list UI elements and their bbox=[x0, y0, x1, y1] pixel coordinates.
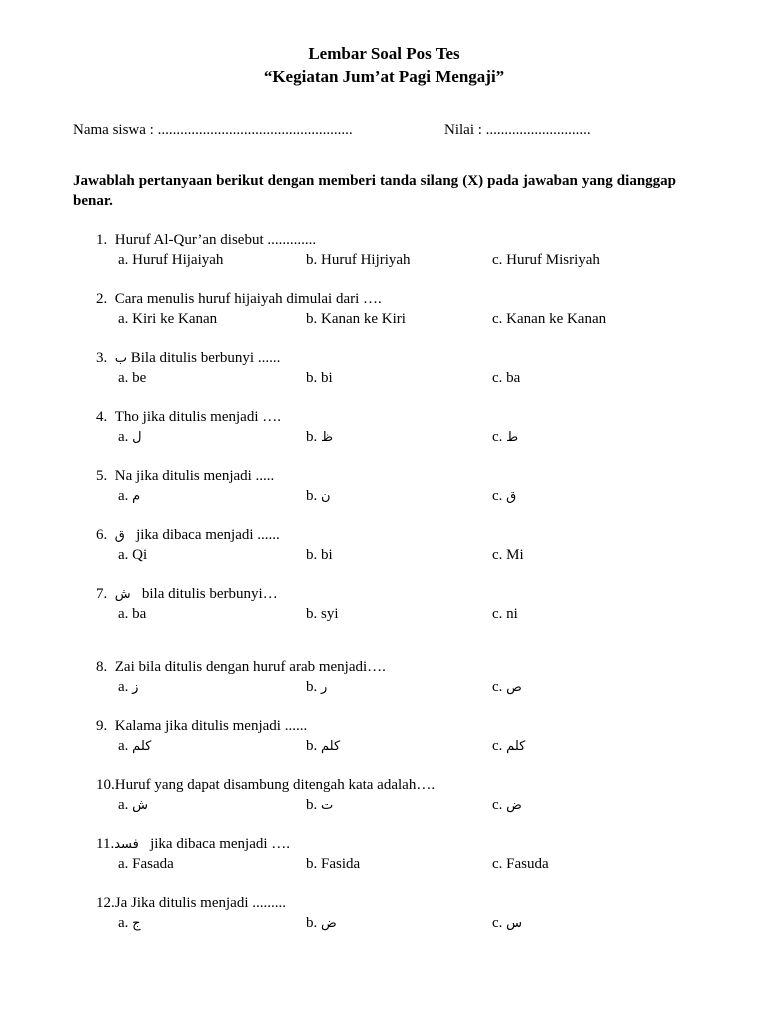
option-letter: a. bbox=[118, 252, 133, 268]
question-stem bbox=[96, 232, 316, 249]
option-c[interactable] bbox=[492, 311, 606, 328]
option-b[interactable] bbox=[306, 252, 411, 269]
option-letter: b. bbox=[306, 797, 321, 813]
option-letter: b. bbox=[306, 311, 321, 327]
option-letter: a. bbox=[118, 797, 133, 813]
option-a[interactable] bbox=[118, 311, 217, 328]
option-b[interactable] bbox=[306, 488, 331, 505]
question-item bbox=[96, 777, 696, 817]
option-a[interactable] bbox=[118, 856, 174, 873]
question-number: 4. bbox=[96, 409, 108, 425]
option-c[interactable] bbox=[492, 252, 600, 269]
question-stem bbox=[96, 659, 386, 676]
option-c[interactable] bbox=[492, 370, 520, 387]
option-letter: b. bbox=[306, 679, 321, 695]
question-item bbox=[96, 350, 696, 390]
option-b[interactable] bbox=[306, 370, 333, 387]
option-text: م bbox=[132, 489, 141, 504]
option-letter: c. bbox=[492, 370, 507, 386]
option-c[interactable] bbox=[492, 606, 518, 623]
option-text: Qi bbox=[132, 547, 148, 563]
option-text: ض bbox=[506, 798, 522, 813]
option-letter: a. bbox=[118, 429, 133, 445]
option-letter: a. bbox=[118, 856, 133, 872]
option-letter: b. bbox=[306, 915, 321, 931]
question-item bbox=[96, 232, 696, 272]
option-letter: a. bbox=[118, 606, 133, 622]
question-number: 2. bbox=[96, 291, 108, 307]
option-letter: a. bbox=[118, 679, 133, 695]
question-stem bbox=[96, 409, 281, 426]
option-b[interactable] bbox=[306, 797, 333, 814]
option-letter: a. bbox=[118, 370, 133, 386]
question-text: Cara menulis huruf hijaiyah dimulai dari …. bbox=[114, 291, 382, 307]
option-text: كلم bbox=[321, 739, 341, 754]
option-text: ق bbox=[506, 489, 517, 504]
arabic-letter: ق bbox=[114, 528, 125, 543]
instructions: Jawablah pertanyaan berikut dengan memberi tanda silang (X) pada jawaban yang dianggap benar. bbox=[73, 173, 676, 209]
option-letter: c. bbox=[492, 252, 507, 268]
option-letter: a. bbox=[118, 488, 133, 504]
question-number: 8. bbox=[96, 659, 108, 675]
option-text: ل bbox=[132, 430, 142, 445]
question-stem bbox=[96, 586, 278, 603]
option-letter: b. bbox=[306, 252, 321, 268]
option-text: Fasida bbox=[321, 856, 361, 872]
option-b[interactable] bbox=[306, 679, 327, 696]
question-item bbox=[96, 659, 696, 699]
question-item bbox=[96, 586, 696, 626]
option-text: ط bbox=[506, 430, 519, 445]
arabic-letter: ب bbox=[114, 351, 127, 366]
option-text: ba bbox=[506, 370, 521, 386]
option-a[interactable] bbox=[118, 797, 148, 814]
option-text: ت bbox=[321, 798, 334, 813]
option-letter: b. bbox=[306, 488, 321, 504]
option-letter: a. bbox=[118, 311, 133, 327]
question-number: 5. bbox=[96, 468, 108, 484]
option-text: bi bbox=[321, 370, 333, 386]
option-a[interactable] bbox=[118, 370, 146, 387]
option-letter: c. bbox=[492, 547, 507, 563]
option-a[interactable] bbox=[118, 679, 138, 696]
question-number: 1. bbox=[96, 232, 108, 248]
option-letter: b. bbox=[306, 429, 321, 445]
question-number: 12. bbox=[96, 895, 115, 911]
option-c[interactable] bbox=[492, 547, 524, 564]
question-item bbox=[96, 895, 696, 935]
option-letter: c. bbox=[492, 488, 507, 504]
option-a[interactable] bbox=[118, 915, 141, 932]
option-letter: a. bbox=[118, 915, 133, 931]
question-item bbox=[96, 409, 696, 449]
option-text: syi bbox=[321, 606, 339, 622]
option-text: ص bbox=[506, 680, 522, 695]
page-title: Lembar Soal Pos Tes bbox=[308, 44, 460, 63]
option-letter: b. bbox=[306, 370, 321, 386]
question-stem bbox=[96, 718, 307, 735]
option-b[interactable] bbox=[306, 429, 333, 446]
option-a[interactable] bbox=[118, 252, 223, 269]
option-a[interactable] bbox=[118, 429, 142, 446]
option-letter: c. bbox=[492, 311, 507, 327]
question-text: Kalama jika ditulis menjadi ...... bbox=[114, 718, 308, 734]
question-text: jika dibaca menjadi …. bbox=[150, 836, 291, 852]
arabic-letter: فسد bbox=[114, 837, 139, 852]
option-letter: b. bbox=[306, 547, 321, 563]
option-c[interactable] bbox=[492, 915, 522, 932]
option-text: Huruf Hijriyah bbox=[321, 252, 411, 268]
question-stem bbox=[96, 350, 280, 367]
option-letter: c. bbox=[492, 429, 507, 445]
option-text: ض bbox=[321, 916, 337, 931]
option-a[interactable] bbox=[118, 547, 147, 564]
option-text: Fasada bbox=[132, 856, 174, 872]
option-a[interactable] bbox=[118, 738, 151, 755]
question-text: Zai bila ditulis dengan huruf arab menjadi…. bbox=[114, 659, 386, 675]
option-text: ظ bbox=[321, 430, 334, 445]
option-letter: c. bbox=[492, 856, 507, 872]
option-text: be bbox=[132, 370, 147, 386]
option-c[interactable] bbox=[492, 679, 522, 696]
option-b[interactable] bbox=[306, 856, 360, 873]
option-letter: b. bbox=[306, 606, 321, 622]
option-text: Mi bbox=[506, 547, 524, 563]
option-text: Fasuda bbox=[506, 856, 549, 872]
option-letter: c. bbox=[492, 738, 507, 754]
option-text: Huruf Misriyah bbox=[506, 252, 600, 268]
option-letter: a. bbox=[118, 738, 133, 754]
question-text: Ja Jika ditulis menjadi ......... bbox=[114, 895, 286, 911]
option-text: ز bbox=[132, 680, 139, 695]
option-c[interactable] bbox=[492, 797, 522, 814]
question-text: Bila ditulis berbunyi ...... bbox=[130, 350, 281, 366]
option-letter: b. bbox=[306, 738, 321, 754]
option-text: Huruf Hijaiyah bbox=[132, 252, 224, 268]
question-stem bbox=[96, 836, 290, 853]
option-c[interactable] bbox=[492, 738, 525, 755]
option-b[interactable] bbox=[306, 547, 333, 564]
option-text: Kiri ke Kanan bbox=[132, 311, 218, 327]
question-text: jika dibaca menjadi ...... bbox=[136, 527, 280, 543]
option-a[interactable] bbox=[118, 606, 146, 623]
question-stem bbox=[96, 527, 280, 544]
option-text: ج bbox=[132, 916, 141, 931]
option-text: Kanan ke Kiri bbox=[321, 311, 406, 327]
option-text: كلم bbox=[506, 739, 526, 754]
page-subtitle: “Kegiatan Jum’at Pagi Mengaji” bbox=[263, 67, 505, 86]
question-number: 3. bbox=[96, 350, 108, 366]
arabic-letter: ش bbox=[114, 587, 131, 602]
option-text: ni bbox=[506, 606, 518, 622]
option-letter: c. bbox=[492, 606, 507, 622]
option-c[interactable] bbox=[492, 429, 518, 446]
question-text: Huruf yang dapat disambung ditengah kata adalah…. bbox=[114, 777, 436, 793]
option-b[interactable] bbox=[306, 915, 337, 932]
question-text: Huruf Al-Qur’an disebut ............. bbox=[114, 232, 317, 248]
option-text: ن bbox=[321, 489, 331, 504]
question-number: 6. bbox=[96, 527, 108, 543]
option-c[interactable] bbox=[492, 856, 549, 873]
question-item bbox=[96, 836, 696, 876]
question-item bbox=[96, 468, 696, 508]
question-item bbox=[96, 718, 696, 758]
student-name-field[interactable]: Nama siswa : .................................................... bbox=[73, 122, 353, 138]
option-text: ba bbox=[132, 606, 147, 622]
option-text: ش bbox=[132, 798, 149, 813]
question-number: 9. bbox=[96, 718, 108, 734]
question-stem bbox=[96, 291, 382, 308]
question-item bbox=[96, 291, 696, 331]
question-number: 11. bbox=[96, 836, 115, 852]
question-stem bbox=[96, 468, 274, 485]
option-b[interactable] bbox=[306, 311, 406, 328]
option-letter: b. bbox=[306, 856, 321, 872]
question-text: Tho jika ditulis menjadi …. bbox=[114, 409, 281, 425]
option-c[interactable] bbox=[492, 488, 516, 505]
option-text: Kanan ke Kanan bbox=[506, 311, 607, 327]
question-stem bbox=[96, 895, 286, 912]
question-number: 10. bbox=[96, 777, 115, 793]
option-b[interactable] bbox=[306, 738, 340, 755]
question-number: 7. bbox=[96, 586, 108, 602]
option-letter: c. bbox=[492, 915, 507, 931]
option-text: bi bbox=[321, 547, 333, 563]
question-item bbox=[96, 527, 696, 567]
option-text: ر bbox=[321, 680, 328, 695]
option-text: كلم bbox=[132, 739, 152, 754]
option-b[interactable] bbox=[306, 606, 339, 623]
score-field[interactable]: Nilai : ............................ bbox=[444, 122, 591, 138]
question-stem bbox=[96, 777, 435, 794]
option-letter: c. bbox=[492, 797, 507, 813]
question-text: Na jika ditulis menjadi ..... bbox=[114, 468, 275, 484]
option-letter: a. bbox=[118, 547, 133, 563]
option-letter: c. bbox=[492, 679, 507, 695]
option-a[interactable] bbox=[118, 488, 140, 505]
option-text: س bbox=[506, 916, 523, 931]
question-text: bila ditulis berbunyi… bbox=[141, 586, 278, 602]
